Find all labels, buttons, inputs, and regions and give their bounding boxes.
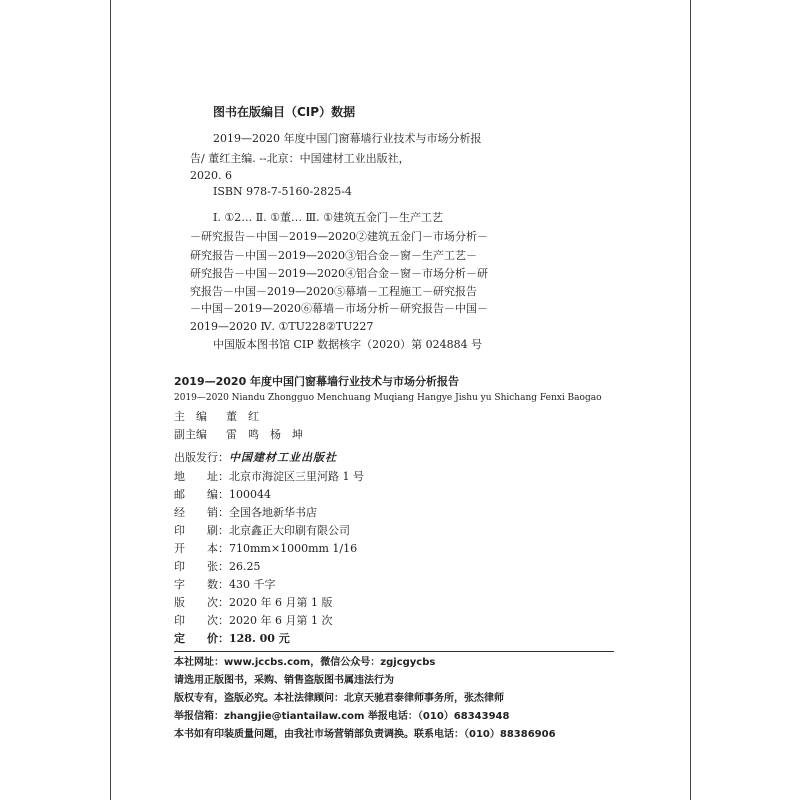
spec-word-count: 字 数：430 千字 (174, 578, 276, 591)
cip-line: 2019—2020 Ⅳ. ①TU228②TU227 (190, 320, 374, 333)
spec-sheets: 印 张：26.25 (174, 560, 261, 573)
deputy-editor-label: 副主编 (174, 428, 207, 441)
spec-format: 开 本：710mm×1000mm 1/16 (174, 542, 358, 555)
spec-price: 定 价：128. 00 元 (174, 632, 290, 645)
cip-heading: 图书在版编目（CIP）数据 (213, 105, 356, 119)
cip-line: 研究报告－中国－2019—2020③铝合金－窗－生产工艺－ (190, 249, 477, 262)
cip-line: 告/ 董红主编. --北京：中国建材工业出版社， (190, 152, 410, 165)
footer-report: 举报信箱：zhangjie@tiantailaw.com 举报电话：（010）68343948 (174, 711, 510, 722)
cip-isbn: ISBN 978-7-5160-2825-4 (213, 185, 352, 198)
cip-line: －中国－2019—2020⑥幕墙－市场分析－研究报告－中国－ (190, 302, 488, 315)
footer-quality: 本书如有印装质量问题，由我社市场营销部负责调换。联系电话：（010）88386906 (174, 729, 556, 740)
book-title-pinyin: 2019—2020 Niandu Zhongguo Menchuang Muqiang Hangye Jishu yu Shichang Fenxi Baogao (174, 393, 602, 403)
right-border (690, 0, 691, 800)
cip-line: －研究报告－中国－2019—2020②建筑五金门－市场分析－ (190, 230, 488, 243)
chief-editor-row (174, 411, 259, 422)
footer-website: 本社网址：www.jccbs.com，微信公众号：zgjcgycbs (174, 657, 436, 668)
footer-notice: 请选用正版图书，采购、销售盗版图书属违法行为 (174, 675, 394, 686)
publisher-row (174, 452, 337, 463)
cip-line: 究报告－中国－2019—2020⑤幕墙－工程施工－研究报告 (190, 285, 477, 298)
cip-line: 2019—2020 年度中国门窗幕墙行业技术与市场分析报 (213, 132, 482, 145)
deputy-editor-names: 雷 鸣 杨 坤 (226, 428, 303, 441)
chief-editor-name: 董 红 (226, 410, 259, 423)
cip-library-record: 中国版本图书馆 CIP 数据核字（2020）第 024884 号 (213, 338, 483, 351)
cip-line: Ⅰ. ①2… Ⅱ. ①董… Ⅲ. ①建筑五金门－生产工艺 (213, 211, 443, 224)
deputy-editor-row (174, 429, 303, 440)
spec-address: 地 址：北京市海淀区三里河路 1 号 (174, 470, 364, 483)
footer-copyright: 版权专有，盗版必究。本社法律顾问：北京天驰君泰律师事务所，张杰律师 (174, 693, 504, 704)
cip-line: 2020. 6 (190, 169, 232, 182)
book-title-cn: 2019—2020 年度中国门窗幕墙行业技术与市场分析报告 (174, 375, 460, 388)
spec-distributor: 经 销：全国各地新华书店 (174, 506, 317, 519)
cip-line: 研究报告－中国－2019—2020④铝合金－窗－市场分析－研 (190, 267, 488, 280)
left-border (110, 0, 111, 800)
spec-postcode: 邮 编：100044 (174, 488, 271, 501)
chief-editor-label: 主 编 (174, 410, 207, 423)
spec-printing: 印 次：2020 年 6 月第 1 次 (174, 614, 333, 627)
spec-edition: 版 次：2020 年 6 月第 1 版 (174, 596, 333, 609)
footer-divider (174, 651, 614, 652)
publisher-name: 中国建材工业出版社 (229, 451, 337, 464)
spec-printer: 印 刷：北京鑫正大印刷有限公司 (174, 524, 350, 537)
publisher-label: 出版发行： (174, 451, 229, 464)
